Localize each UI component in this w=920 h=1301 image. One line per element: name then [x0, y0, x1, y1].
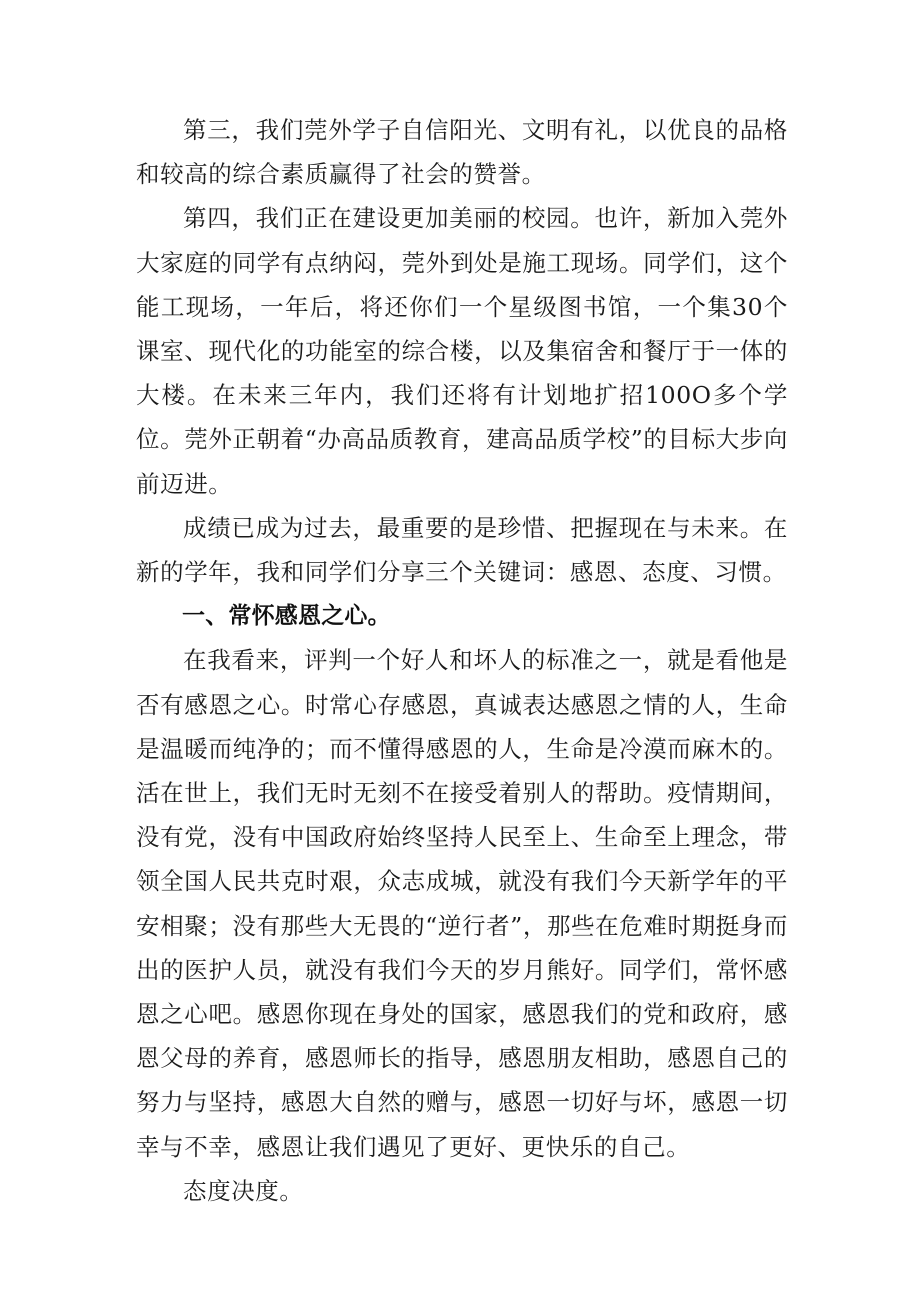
paragraph-keywords: 成绩已成为过去，最重要的是珍惜、把握现在与未来。在新的学年，我和同学们分享三个关键词：感恩、态度、习惯。 [136, 513, 788, 587]
paragraph-gratitude: 在我看来，评判一个好人和坏人的标准之一，就是看他是否有感恩之心。时常心存感恩，真诚表达感恩之情的人，生命是温暖而纯净的；而不懂得感恩的人，生命是冷漠而麻木的。活在世上，我们无时无刻不在接受着别人的帮助。疫情期间，没有党，没有中国政府始终坚持人民至上、生命至上理念，带领全国人民共克时艰，众志成城，就没有我们今天新学年的平安相聚；没有那些大无畏的“逆行者”，那些在危难时期挺身而出的医护人员，就没有我们今天的岁月熊好。同学们，常怀感恩之心吧。感恩你现在身处的国家，感恩我们的党和政府，感恩父母的养育，感恩师长的指导，感恩朋友相助，感恩自己的努力与坚持，感恩大自然的赠与，感恩一切好与坏，感恩一切幸与不幸，感恩让我们遇见了更好、更快乐的自己。 [136, 646, 788, 1161]
paragraph-fourth-point: 第四，我们正在建设更加美丽的校园。也许，新加入莞外大家庭的同学有点纳闷，莞外到处是施工现场。同学们，这个能工现场，一年后，将还你们一个星级图书馆，一个集30个课室、现代化的功能室的综合楼，以及集宿舍和餐厅于一体的大楼。在未来三年内，我们还将有计划地扩招100O多个学位。莞外正朝着“办高品质教育，建高品质学校”的目标大步向前迈进。 [136, 204, 788, 498]
document-body [136, 108, 788, 1213]
section-heading-gratitude: 一、常怀感恩之心。 [182, 603, 391, 630]
paragraph-third-point: 第三，我们莞外学子自信阳光、文明有礼，以优良的品格和较高的综合素质赢得了社会的赞誉。 [136, 116, 788, 189]
paragraph-attitude: 态度决度。 [183, 1176, 304, 1205]
